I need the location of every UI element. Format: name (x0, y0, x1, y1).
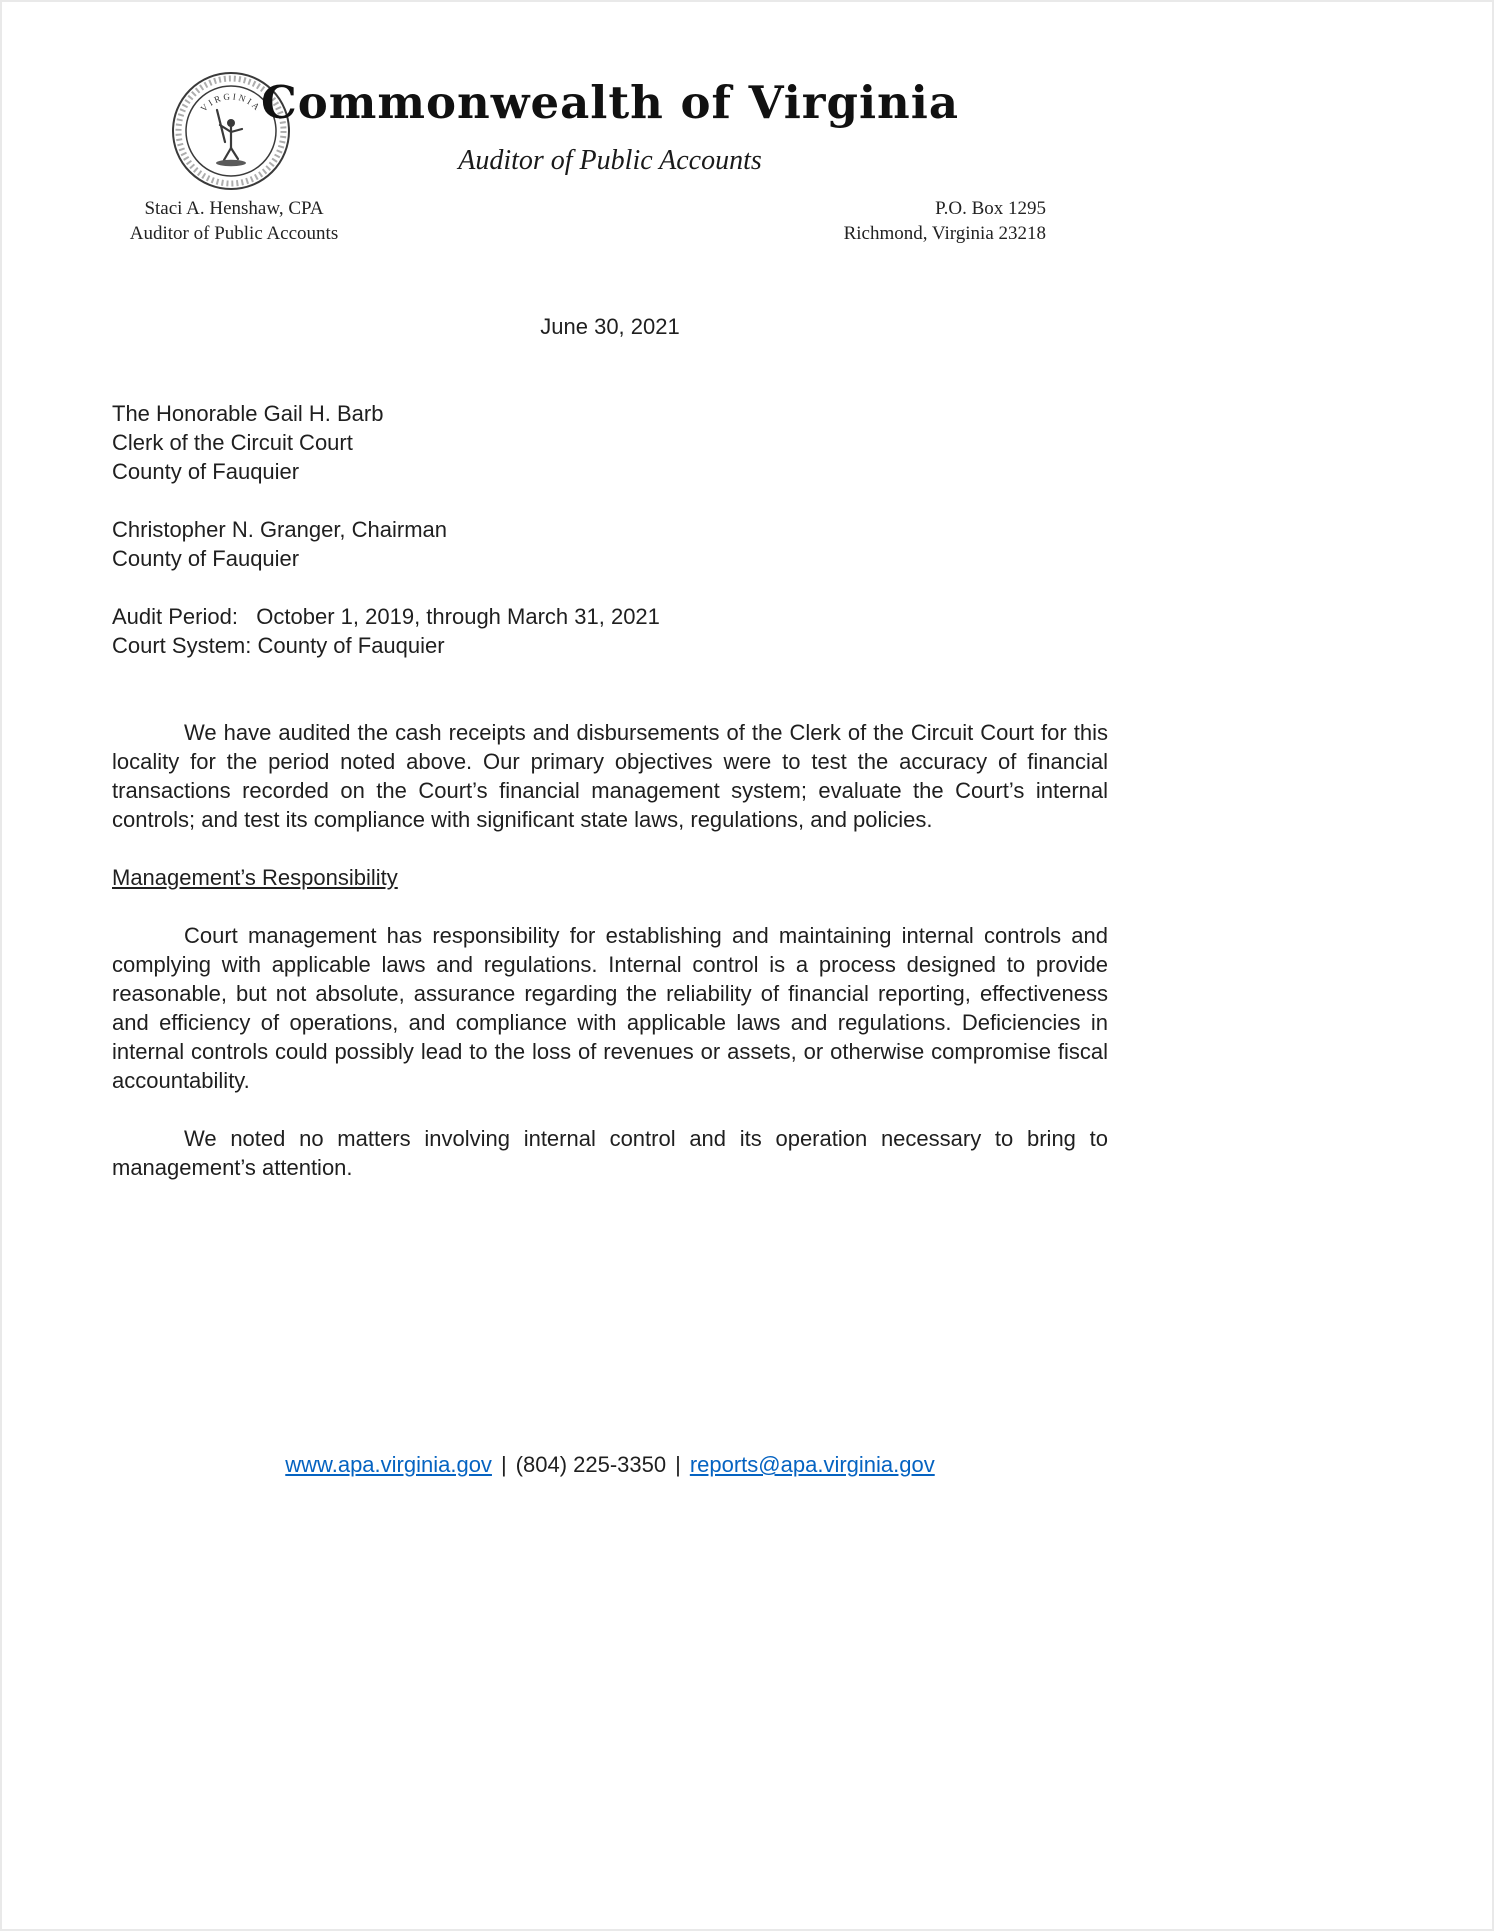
website-link[interactable]: www.apa.virginia.gov (285, 1452, 492, 1477)
address-line2: Richmond, Virginia 23218 (843, 223, 1046, 244)
address-block (844, 196, 1046, 246)
letterhead-title-block (112, 76, 1108, 177)
recipient-locality: County of Fauquier (112, 459, 300, 484)
audit-period: Audit Period: October 1, 2019, through March 31, 2021 (112, 604, 660, 629)
letter-content (112, 70, 1108, 1182)
official-title: Auditor of Public Accounts (129, 223, 339, 244)
phone-number: (804) 225-3350 (515, 1452, 667, 1477)
letter-body (112, 312, 1108, 1182)
paragraph-closing: We noted no matters involving internal control and its operation necessary to bring to management’s attention. (112, 1126, 1108, 1180)
org-name: Commonwealth of Virginia (260, 76, 960, 129)
recipient-block-2 (112, 515, 1108, 573)
section-heading: Management’s Responsibility (112, 865, 398, 890)
footer-separator: | (675, 1452, 681, 1477)
seal-arc-text: VIRGINIA (198, 91, 264, 114)
letter-date: June 30, 2021 (540, 314, 680, 339)
audit-info-block (112, 602, 1108, 660)
footer (112, 1450, 1108, 1479)
court-system: Court System: County of Fauquier (112, 633, 445, 658)
footer-separator: | (500, 1452, 507, 1477)
recipient-name: Christopher N. Granger, Chairman (112, 517, 448, 542)
letterhead (112, 70, 1108, 312)
address-line1: P.O. Box 1295 (935, 198, 1046, 219)
recipient-title: Clerk of the Circuit Court (112, 430, 353, 455)
official-name: Staci A. Henshaw, CPA (144, 198, 324, 219)
recipient-block-1 (112, 399, 1108, 486)
official-block (116, 196, 352, 246)
org-division: Auditor of Public Accounts (458, 145, 762, 176)
recipient-name: The Honorable Gail H. Barb (112, 401, 384, 426)
recipient-locality: County of Fauquier (112, 546, 300, 571)
paragraph-management: Court management has responsibility for establishing and maintaining internal controls and complying with applicable laws and regulations. Internal control is a process designed to provide reasonable, but not absolute, assurance regarding the reliability of financial reporting, effectiveness and efficiency of operations, and compliance with applicable laws and regulations. Deficiencies in internal controls could possibly lead to the loss of revenues or assets, or otherwise compromise fiscal accountability. (112, 923, 1108, 1093)
paragraph-intro: We have audited the cash receipts and disbursements of the Clerk of the Circuit Court for this locality for the period noted above. Our primary objectives were to test the accuracy of financial transactions recorded on the Court’s financial management system; evaluate the Court’s internal controls; and test its compliance with significant state laws, regulations, and policies. (112, 720, 1108, 832)
email-link[interactable]: reports@apa.virginia.gov (689, 1452, 935, 1477)
